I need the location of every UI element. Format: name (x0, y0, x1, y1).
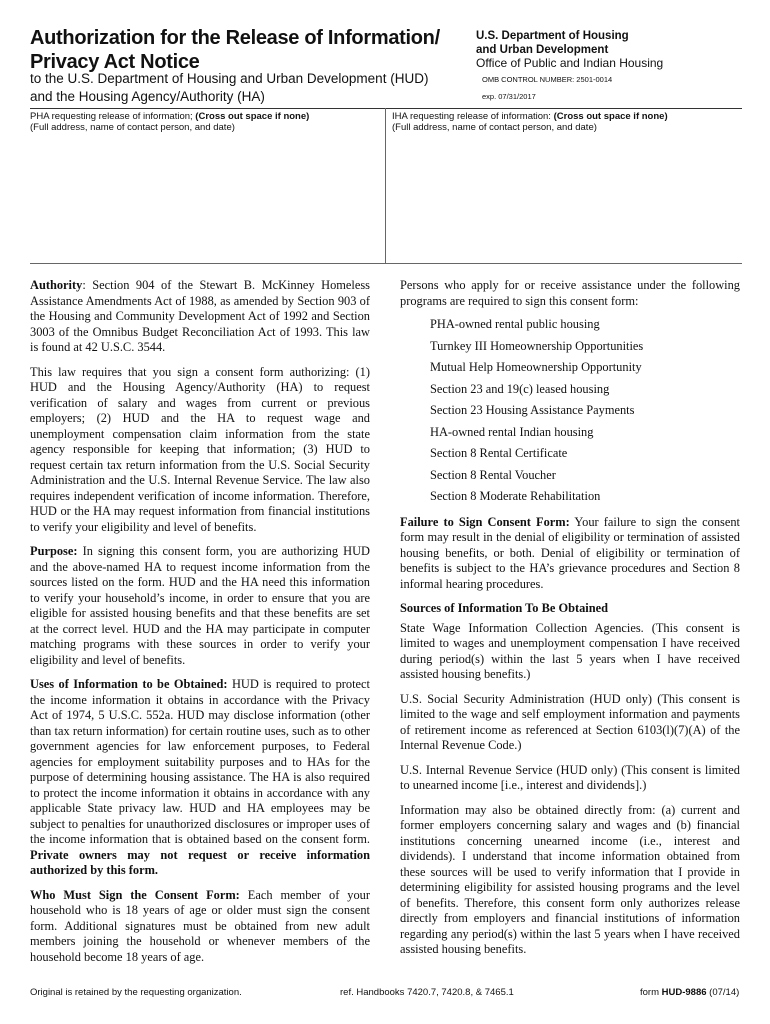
footer-handbook-ref: ref. Handbooks 7420.7, 7420.8, & 7465.1 (340, 987, 514, 998)
who-paragraph (30, 888, 370, 966)
irs-paragraph: U.S. Internal Revenue Service (HUD only) (This consent is limited to unearned income [i.e., interest and dividends].) (400, 762, 740, 792)
pha-subtext: (Full address, name of contact person, and date) (30, 122, 235, 133)
program-item: Section 8 Moderate Rehabilitation (430, 489, 601, 503)
footer-retention-note: Original is retained by the requesting organization. (30, 987, 242, 998)
authority-paragraph (30, 278, 370, 356)
pha-address-box[interactable] (30, 111, 380, 133)
failure-paragraph (400, 515, 740, 593)
uses-text: HUD is required to protect the income information it obtains in accordance with the Privacy Act of 1974, 5 U.S.C. 552a. HUD may disclose information (other than tax return information) for certain routine uses, such as to other government agencies for law enforcement purposes, to Federal agencies for employment suitability purposes and to HAs for the purpose of determining housing assistance. The HA is also required to protect the income information it obtains in accordance with any applicable State privacy law. HUD and HA employees may be subject to penalties for unauthorized disclosures or improper uses of the income information that is obtained based on the consent form. (30, 677, 370, 846)
failure-text: Your failure to sign the consent form may result in the denial of eligibility or termination of assisted housing benefits, or both. Denial of eligibility or termination of benefits is subject to the HA’s grievance procedures and Section 8 informal hearing procedures. (400, 514, 740, 591)
agency-office: Office of Public and Indian Housing (476, 56, 664, 70)
agency-line2: and Urban Development (476, 43, 609, 56)
iha-address-box[interactable] (392, 111, 742, 133)
program-item: Turnkey III Homeownership Opportunities (430, 338, 644, 353)
ssa-paragraph: U.S. Social Security Administration (HUD only) (This consent is limited to the wage and self employment information and payments of retirement income as referenced at Section 6103(l)(7)(A) of the Internal Revenue Code.) (400, 691, 740, 752)
program-item: PHA-owned rental public housing (430, 317, 600, 331)
who-heading: Who Must Sign the Consent Form: (30, 887, 240, 902)
pha-cross-out-note: (Cross out space if none) (195, 111, 310, 122)
box-divider (385, 108, 386, 263)
uses-heading: Uses of Information to be Obtained: (30, 677, 228, 691)
footer-form-number (640, 987, 739, 998)
program-item: Section 23 and 19(c) leased housing (430, 381, 610, 396)
subtitle-line2: and the Housing Agency/Authority (HA) (30, 89, 265, 104)
iha-label: IHA requesting release of information: (392, 111, 551, 122)
purpose-paragraph (30, 544, 370, 668)
agency-line1: U.S. Department of Housing (476, 30, 629, 42)
omb-control-number: OMB CONTROL NUMBER: 2501-0014 (482, 75, 613, 84)
failure-heading: Failure to Sign Consent Form: (400, 514, 570, 529)
program-item: HA-owned rental Indian housing (430, 424, 594, 439)
pha-label: PHA requesting release of information; (30, 111, 193, 122)
form-title (30, 26, 440, 74)
form-title-line2: Privacy Act Notice (30, 51, 200, 73)
uses-bold-tail: Private owners may not request or receive information authorized by this form. (30, 847, 370, 877)
authority-heading: Authority (30, 278, 83, 292)
program-item: Section 8 Rental Certificate (430, 446, 568, 460)
program-item: Mutual Help Homeownership Opportunity (430, 360, 642, 374)
direct-sources-paragraph: Information may also be obtained directly from: (a) current and former employers concerning salary and wages and (b) financial institutions concerning unearned income (i.e., interest and dividends). I understand that income information obtained from these sources will be used to verify information that I provide in determining eligibility for assisted housing programs and the level of benefits. Therefore, this consent form only authorizes release directly from employers and financial institutions of information regarding any period(s) within the last 5 years when I have received assisted housing benefits. (400, 802, 740, 956)
programs-intro: Persons who apply for or receive assistance under the following programs are required to sign this consent form: (400, 278, 740, 308)
authority-text: : Section 904 of the Stewart B. McKinney Homeless Assistance Amendments Act of 1988, as amended by Section 903 of the Housing and Community Development Act of 1992 and Section 3003 of the Omnibus Budget Reconciliation Act of 1993. This law is found at 42 U.S.C. 3544. (30, 278, 370, 354)
program-list (400, 315, 740, 507)
subtitle-line1: to the U.S. Department of Housing and Urban Development (HUD) (30, 71, 429, 86)
expiration-date: exp. 07/31/2017 (482, 92, 536, 101)
program-item: Section 8 Rental Voucher (430, 467, 556, 482)
iha-subtext: (Full address, name of contact person, and date) (392, 122, 597, 133)
form-number: HUD-9886 (661, 987, 707, 998)
swica-paragraph: State Wage Information Collection Agencies. (This consent is limited to wages and unemployment compensation I have received during period(s) within the last 5 years when I have received assisted housing benefits.) (400, 620, 740, 681)
sources-heading: Sources of Information To Be Obtained (400, 601, 609, 615)
purpose-text: In signing this consent form, you are authorizing HUD and the above-named HA to request income information from the sources listed on the form. HUD and the HA need this information to verify your household’s income, in order to ensure that you are eligible for assisted housing benefits and that these benefits are set at the correct level. HUD and the HA may participate in computer matching programs with these sources in order to verify your eligibility and level of benefits. (30, 544, 370, 667)
box-bottom-rule (30, 263, 742, 264)
law-paragraph: This law requires that you sign a consent form authorizing: (1) HUD and the Housing Agency/Authority (HA) to request verification of salary and wages from current or previous employers; (2) HUD and the HA to request wage and unemployment compensation claim information from the state agency responsible for keeping that information; (3) HUD to request certain tax return information from the U.S. Social Security Administration and the U.S. Internal Revenue Service. The law also requires independent verification of income information. Therefore, HUD or the HA may request information from financial institutions to verify your eligibility and level of benefits. (30, 364, 370, 534)
form-prefix: form (640, 987, 662, 998)
who-text: Each member of your household who is 18 years of age or older must sign the consent form. Additional signatures must be obtained from new adult members joining the household or whenever members of the household become 18 years of age. (30, 887, 370, 964)
form-subtitle (30, 70, 428, 106)
form-title-line1: Authorization for the Release of Information/ (30, 27, 440, 49)
purpose-heading: Purpose: (30, 544, 78, 558)
agency-block (476, 30, 663, 71)
right-column (400, 278, 740, 967)
program-item: Section 23 Housing Assistance Payments (430, 403, 635, 417)
form-date: (07/14) (706, 987, 740, 998)
uses-paragraph (30, 677, 370, 879)
iha-cross-out-note: (Cross out space if none) (553, 111, 668, 122)
left-column (30, 278, 370, 974)
box-top-rule (30, 108, 742, 109)
